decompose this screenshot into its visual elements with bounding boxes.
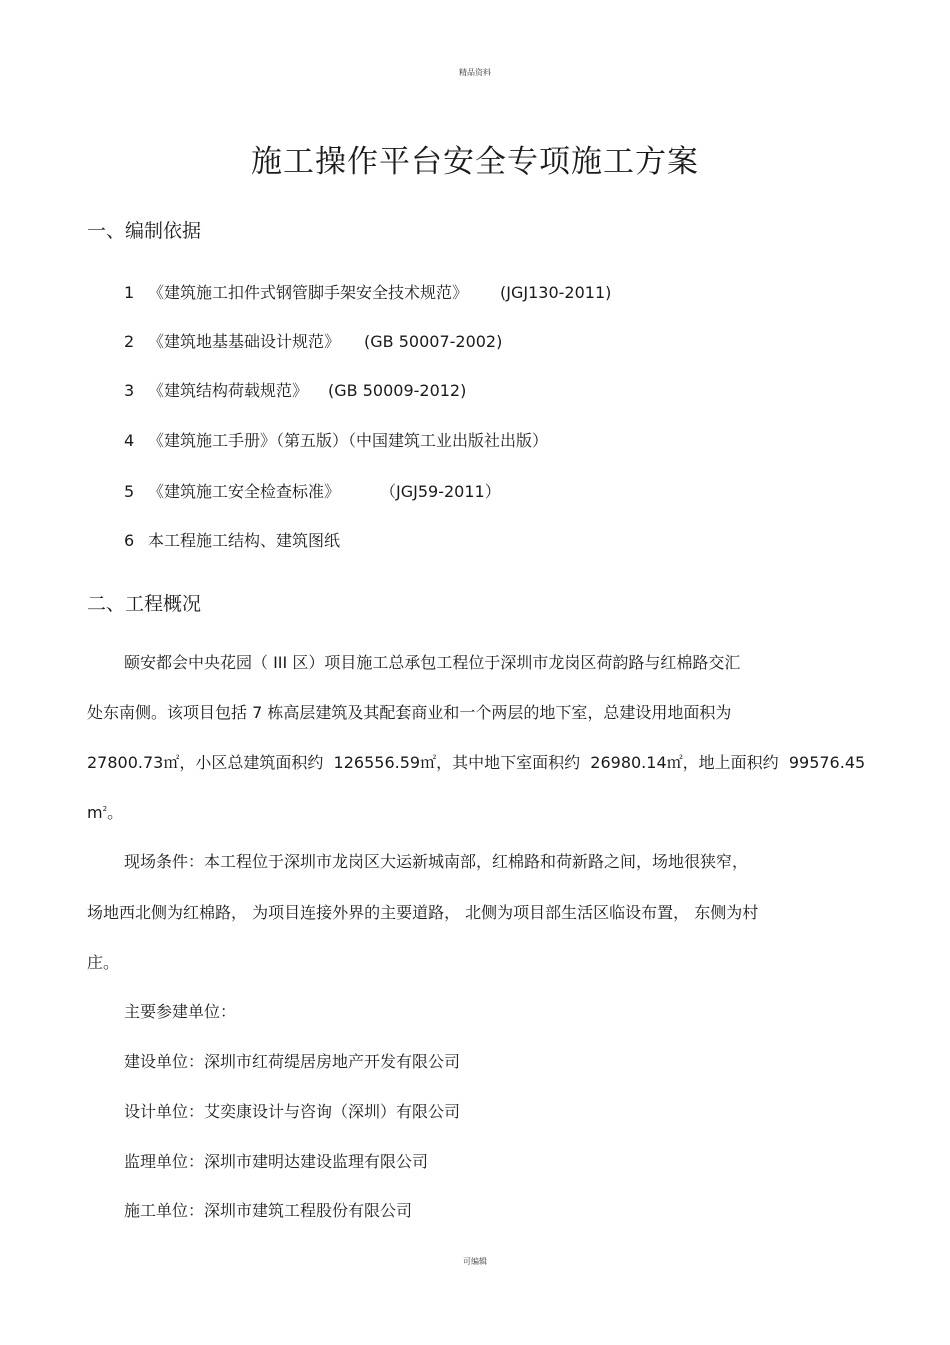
reference-item <box>124 428 548 451</box>
reference-code: （JGJ59-2011） <box>380 482 501 501</box>
participants-heading: 主要参建单位： <box>124 1002 237 1021</box>
participant-item: 监理单位：深圳市建明达建设监理有限公司 <box>124 1152 429 1171</box>
reference-code: (GB 50009-2012) <box>328 381 467 400</box>
area-line <box>87 750 865 773</box>
reference-item <box>124 280 611 303</box>
area-unit-superscript: 2 <box>102 805 108 813</box>
reference-name: 本工程施工结构、建筑图纸 <box>148 531 341 550</box>
participant-item: 建设单位：深圳市红荷缇居房地产开发有限公司 <box>124 1052 461 1071</box>
reference-name: 《建筑施工手册》（第五版）（中国建筑工业出版社出版） <box>148 431 549 450</box>
area-unit: ㎡ <box>420 753 437 772</box>
area-unit: ㎡ <box>666 753 683 772</box>
section-heading-overview: 二、工程概况 <box>87 593 202 615</box>
reference-name: 《建筑结构荷载规范》 <box>148 381 309 400</box>
reference-number: 1 <box>124 283 135 302</box>
document-title: 施工操作平台安全专项施工方案 <box>251 144 699 180</box>
overview-line: 处东南侧。该项目包括 7 栋高层建筑及其配套商业和一个两层的地下室，总建设用地面积为 <box>87 703 732 722</box>
reference-number: 3 <box>124 381 135 400</box>
land-area-value: 27800.73 <box>87 753 164 772</box>
participant-item: 施工单位：深圳市建筑工程股份有限公司 <box>124 1201 413 1220</box>
reference-number: 6 <box>124 531 135 550</box>
area-line-end <box>87 800 123 823</box>
section-heading-basis: 一、编制依据 <box>87 220 202 242</box>
area-text: ，地上面积约 <box>682 753 779 772</box>
reference-code: (GB 50007-2002) <box>364 332 503 351</box>
above-ground-area-value: 99576.45 <box>788 753 866 772</box>
area-unit-m: m <box>87 803 103 822</box>
reference-item <box>124 528 340 551</box>
site-condition-line: 现场条件：本工程位于深圳市龙岗区大运新城南部，红棉路和荷新路之间，场地很狭窄， <box>124 852 749 871</box>
basement-area-value: 26980.14 <box>590 753 667 772</box>
reference-number: 4 <box>124 431 135 450</box>
area-unit: ㎡ <box>163 753 180 772</box>
reference-number: 2 <box>124 332 135 351</box>
overview-line: 颐安都会中央花园（ III 区）项目施工总承包工程位于深圳市龙岗区荷韵路与红棉路交汇 <box>124 653 741 672</box>
reference-item <box>124 329 502 352</box>
total-area-value: 126556.59 <box>333 753 421 772</box>
area-text: ，小区总建筑面积约 <box>179 753 324 772</box>
reference-name: 《建筑施工安全检查标准》 <box>148 482 341 501</box>
reference-item <box>124 378 466 401</box>
reference-code: (JGJ130-2011) <box>500 283 612 302</box>
reference-name: 《建筑地基基础设计规范》 <box>148 332 341 351</box>
reference-name: 《建筑施工扣件式钢管脚手架安全技术规范》 <box>148 283 469 302</box>
site-condition-line: 场地西北侧为红棉路， 为项目连接外界的主要道路， 北侧为项目部生活区临设布置， 东侧为村 <box>87 903 759 922</box>
reference-item <box>124 479 501 502</box>
participant-item: 设计单位：艾奕康设计与咨询（深圳）有限公司 <box>124 1102 461 1121</box>
sentence-end-mark: 。 <box>107 803 124 822</box>
area-text: ，其中地下室面积约 <box>436 753 581 772</box>
page-header-note: 精品资料 <box>459 68 491 77</box>
site-condition-line: 庄。 <box>87 953 120 972</box>
page-footer-note: 可编辑 <box>463 1257 487 1266</box>
reference-number: 5 <box>124 482 135 501</box>
